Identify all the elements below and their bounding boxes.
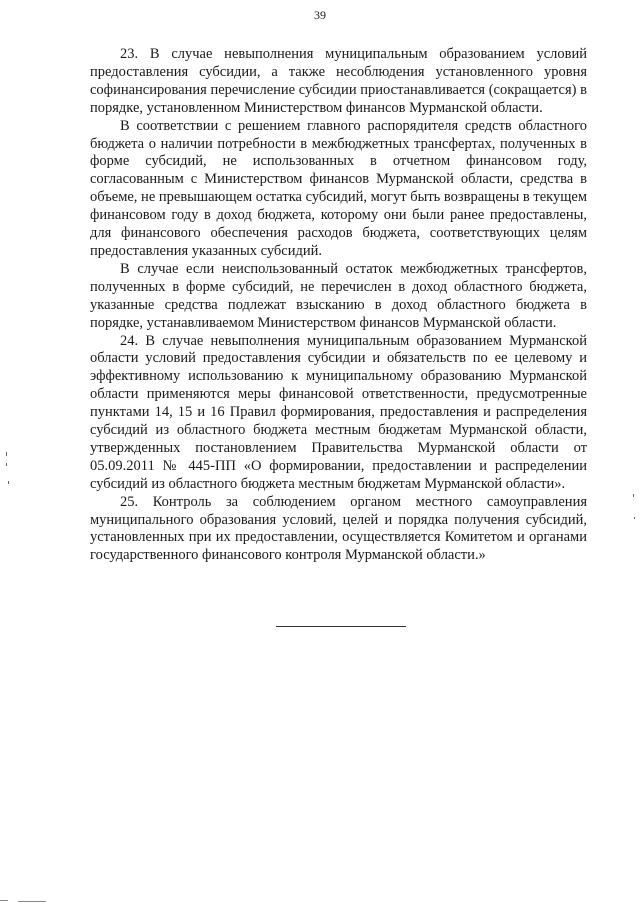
- paragraph-23: 23. В случае невыполнения муниципальным образованием условий предоставления субсидии, а также несоблюдения установленного уровня софинансирования перечисление субсидии приостанавливается (сокращается) в порядке, установленном Министерством финансов Мурманской области.: [90, 46, 587, 116]
- paragraph-25: 25. Контроль за соблюдением органом местного самоуправления муниципального образования условий, целей и порядка получения субсидий, установленных при их предоставлении, осуществляется Комитетом и органами государственного финансового контроля Мурманской области.»: [90, 493, 587, 564]
- scan-artifact-right: [633, 494, 634, 497]
- scan-artifact-bottom: [0, 900, 8, 901]
- scan-artifact-left: [6, 463, 7, 466]
- paragraph-24: 24. В случае невыполнения муниципальным образованием Мурманской области условий предоставления субсидии и обязательств по ее целевому и эффективному использованию к муниципальному образованию Мурманской области применяются меры финансовой ответственности, предусмотренные пунктами 14, 15 и 16 Правил формирования, предоставления и распределения субсидий из областного бюджета местным бюджетам Мурманской области, утвержденных постановлением Правительства Мурманской области от 05.09.2011 № 445-ПП «О формировании, предоставлении и распределении субсидий из областного бюджета местным бюджетам Мурманской области».: [90, 332, 587, 492]
- scan-artifact-bottom: [18, 901, 46, 902]
- scan-artifact-left: [6, 452, 7, 456]
- page-number: 39: [314, 8, 326, 22]
- scan-artifact-left: [8, 481, 9, 484]
- paragraph-refund-decision: В соответствии с решением главного распорядителя средств областного бюджета о наличии потребности в межбюджетных трансфертах, полученных в форме субсидий, не использованных в отчетном финансовом году, согласованным с Министерством финансов Мурманской области, средства в объеме, не превышающем остатка субсидий, могут быть возвращены в текущем финансовом году в доход бюджета, которому они были ранее предоставлены, для финансового обеспечения расходов бюджета, соответствующих целям предоставления указанных субсидий.: [90, 117, 587, 259]
- paragraph-unused-balance: В случае если неиспользованный остаток межбюджетных трансфертов, полученных в форме субсидий, не перечислен в доход областного бюджета, указанные средства подлежат взысканию в доход областного бюджета в порядке, устанавливаемом Министерством финансов Мурманской области.: [90, 260, 587, 331]
- end-of-text-rule: [276, 626, 406, 627]
- scan-artifact-right: [634, 517, 635, 519]
- document-body: [90, 46, 587, 565]
